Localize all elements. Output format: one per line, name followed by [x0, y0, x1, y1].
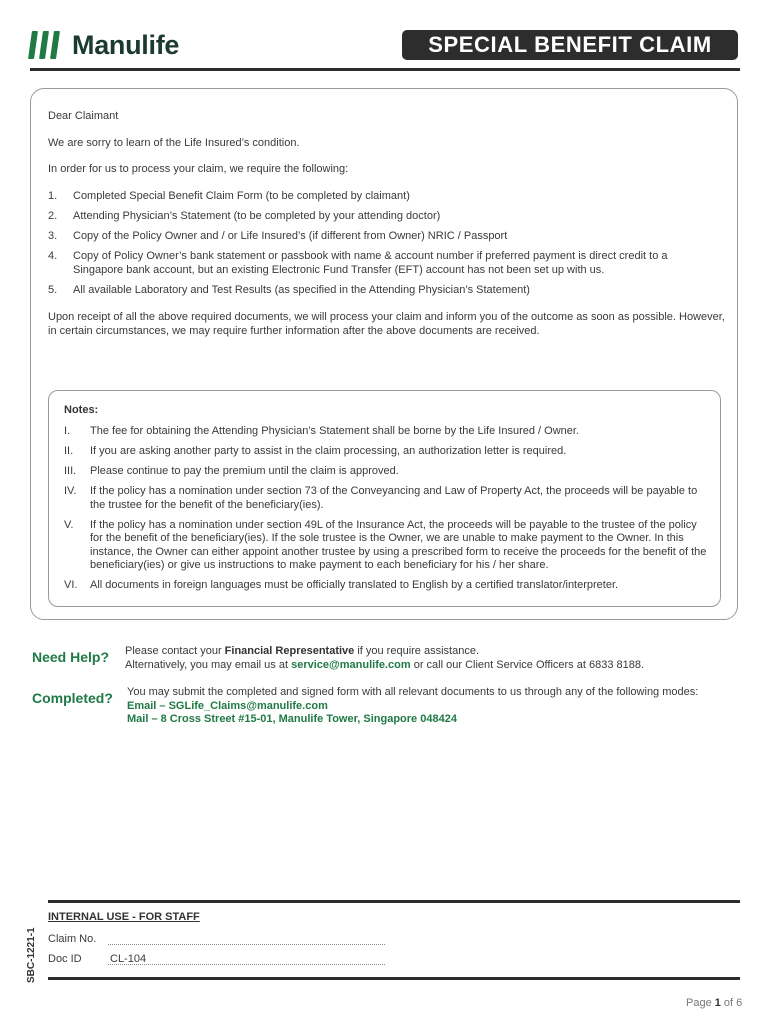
list-item-text: Completed Special Benefit Claim Form (to be completed by claimant) [73, 190, 410, 202]
need-help-label: Need Help? [32, 649, 110, 665]
list-item [48, 210, 718, 224]
list-item-number: 4. [48, 250, 58, 262]
header-divider [30, 68, 740, 71]
list-item-text: Copy of Policy Owner’s bank statement or passbook with name & account number if preferred payment is direct credit to a Singapore bank account, but an existing Electronic Fund Transfer (EFT) account has not been set up with us. [73, 250, 668, 276]
list-item [64, 579, 709, 593]
note-text: If the policy has a nomination under section 73 of the Conveyancing and Law of Property Act, the proceeds will be payable to the trustee for the benefit of the beneficiary(ies). [90, 485, 698, 511]
page-total: 6 [736, 997, 743, 1009]
page-mid: of [720, 997, 737, 1009]
note-number: IV. [64, 485, 77, 497]
doc-id-field[interactable] [108, 964, 385, 965]
list-item-text: All available Laboratory and Test Results (as specified in the Attending Physician’s Statement) [73, 283, 530, 296]
list-item [48, 230, 718, 244]
help-line-2-post: or call our Client Service Officers at 6833 8188. [410, 658, 645, 671]
note-text: All documents in foreign languages must be officially translated to English by a certified translator/interpreter. [90, 579, 619, 591]
completed-text [127, 686, 737, 727]
manulife-logo-icon [30, 31, 58, 59]
note-number: VI. [64, 579, 78, 591]
help-line-2-pre: Alternatively, you may email us at [125, 658, 292, 671]
list-item-text: Attending Physician’s Statement (to be completed by your attending doctor) [73, 210, 441, 222]
note-number: V. [64, 518, 74, 531]
help-line-1 [125, 645, 735, 659]
page-number [686, 997, 742, 1009]
financial-representative: Financial Representative [224, 645, 355, 657]
mail-address: Mail – 8 Cross Street #15-01, Manulife Tower, Singapore 048424 [127, 713, 457, 725]
help-line-1-post: if you require assistance. [354, 645, 480, 657]
completed-line-1: You may submit the completed and signed form with all relevant documents to us through any of the following modes: [127, 686, 699, 698]
page-current: 1 [714, 997, 721, 1009]
claims-email-link[interactable]: Email – SGLife_Claims@manulife.com [127, 699, 328, 712]
list-item-number: 5. [48, 283, 58, 296]
list-item-number: 3. [48, 230, 58, 242]
doc-id-value: CL-104 [110, 953, 147, 965]
require-text: In order for us to process your claim, we require the following: [48, 163, 349, 175]
list-item [48, 284, 718, 298]
form-title: SPECIAL BENEFIT CLAIM [402, 30, 738, 60]
service-email-link[interactable]: service@manulife.com [291, 658, 411, 671]
note-text: The fee for obtaining the Attending Physician’s Statement shall be borne by the Life Insured / Owner. [90, 425, 579, 437]
list-item [64, 445, 709, 459]
list-item [48, 250, 718, 277]
list-item [64, 465, 709, 479]
list-item-number: 1. [48, 190, 58, 202]
note-text: If you are asking another party to assist in the claim processing, an authorization letter is required. [90, 445, 567, 457]
manulife-logo [30, 28, 179, 62]
form-code: SBC-1221-1 [26, 927, 37, 983]
brand-name: Manulife [72, 29, 180, 60]
internal-divider-top [48, 900, 740, 903]
note-number: III. [64, 465, 77, 477]
greeting: Dear Claimant [48, 110, 119, 122]
doc-id-label: Doc ID [48, 953, 82, 965]
notes-title: Notes: [64, 404, 99, 416]
note-number: I. [64, 425, 71, 437]
list-item [64, 425, 709, 439]
help-text [125, 645, 735, 672]
notes-list [64, 425, 709, 599]
note-text: If the policy has a nomination under section 49L of the Insurance Act, the proceeds will be payable to the trustee of the policy for the benefit of the beneficiary(ies). If the sole trustee is the Owner, we are unable to make payment to the Owner. In this instance, the Owner can either appoint another trustee by using a prescribed form to receive the proceeds for the benefit of the beneficiary(ies) or give us instructions to make payment to each beneficiary for his / her share. [90, 518, 707, 571]
page-prefix: Page [686, 997, 715, 1009]
requirements-list [48, 190, 718, 304]
note-text: Please continue to pay the premium until the claim is approved. [90, 465, 399, 477]
receipt-text: Upon receipt of all the above required documents, we will process your claim and inform you of the outcome as soon as possible. However, in certain circumstances, we may require further information after the above documents are received. [48, 311, 725, 337]
note-number: II. [64, 445, 74, 457]
claim-no-field[interactable] [108, 944, 385, 945]
list-item [64, 485, 709, 512]
list-item-number: 2. [48, 210, 58, 222]
sorry-text: We are sorry to learn of the Life Insured’s condition. [48, 137, 300, 149]
help-line-2 [125, 659, 735, 673]
list-item-text: Copy of the Policy Owner and / or Life Insured’s (if different from Owner) NRIC / Passport [73, 230, 508, 242]
internal-divider-bottom [48, 977, 740, 980]
list-item [64, 519, 709, 573]
completed-label: Completed? [32, 690, 113, 706]
internal-use-title: INTERNAL USE - FOR STAFF [48, 911, 200, 923]
claim-no-label: Claim No. [48, 933, 97, 945]
list-item [48, 190, 718, 204]
help-line-1-pre: Please contact your [125, 645, 225, 657]
